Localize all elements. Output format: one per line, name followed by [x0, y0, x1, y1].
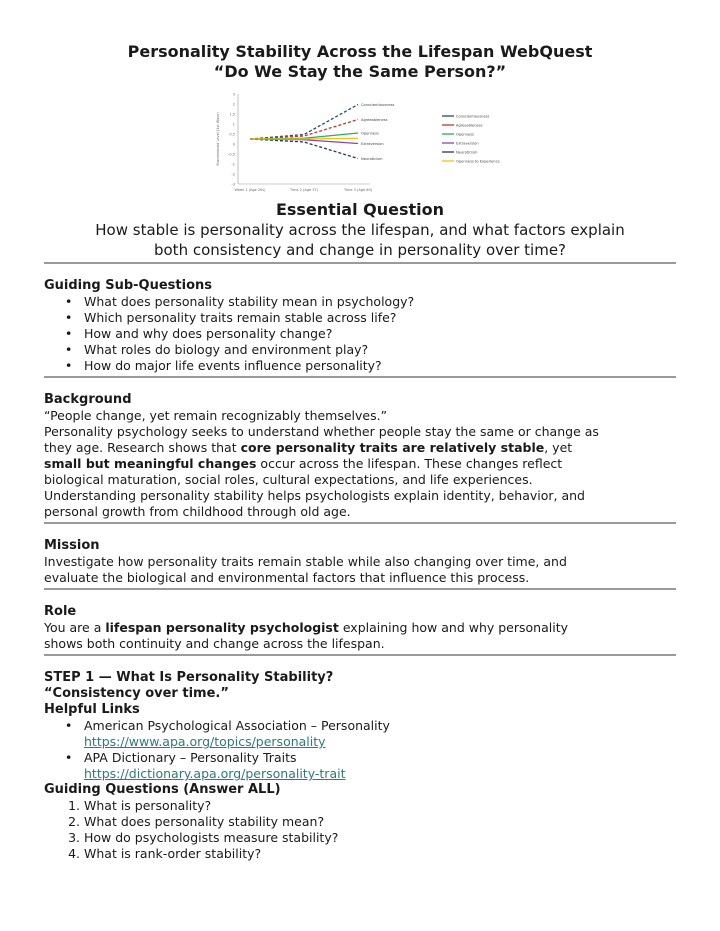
mission-line: evaluate the biological and environmental factors that influence this process. [44, 570, 530, 585]
list-item: • How do major life events influence personality? [84, 358, 676, 374]
mission-section [44, 538, 676, 586]
mission-line: Investigate how personality traits remain stable while also changing over time, and [44, 554, 567, 569]
essential-question-heading: Essential Question [275, 200, 445, 219]
series-end-label: Openness [361, 131, 379, 136]
y-axis-label: Standardized Level (1st Wave) [216, 112, 220, 166]
series-end-label: Neuroticism [361, 157, 383, 161]
role-section [44, 604, 676, 652]
series-end-label: Conscientiousness [361, 103, 395, 107]
y-tick-label: 0.5 [229, 132, 235, 137]
role-line [44, 620, 676, 636]
series-line [250, 138, 358, 139]
document-title [44, 0, 676, 82]
step-1-heading: STEP 1 — What Is Personality Stability? [44, 670, 334, 685]
y-tick-label: 1.5 [229, 112, 235, 117]
y-tick-label: -2 [231, 172, 235, 177]
series-end-label: Extraversion [361, 142, 384, 146]
y-tick-label: -0.5 [228, 152, 235, 157]
mission-heading: Mission [44, 538, 100, 553]
guiding-questions-list [44, 798, 676, 862]
series-line [250, 105, 358, 140]
section-divider [44, 262, 676, 264]
list-item: • What does personality stability mean in psychology? [84, 294, 676, 310]
y-tick-label: 3 [232, 92, 235, 97]
helpful-links-list [44, 718, 676, 782]
essential-question-line-1: How stable is personality across the lifespan, and what factors explain [95, 221, 625, 239]
background-line: Understanding personality stability helps psychologists explain identity, behavior, and [44, 488, 585, 503]
apa-personality-link[interactable]: https://www.apa.org/topics/personality [84, 734, 326, 749]
legend-label: Extraversion [456, 141, 479, 146]
y-tick-label: 2 [232, 102, 235, 107]
text-run: , yet [544, 440, 573, 455]
background-line: personal growth from childhood through old age. [44, 504, 351, 519]
bold-text: small but meaningful changes [44, 456, 257, 471]
section-divider [44, 654, 676, 656]
list-item: • Which personality traits remain stable across life? [84, 310, 676, 326]
background-line [44, 456, 676, 472]
list-item [84, 718, 676, 750]
list-item: 2. What does personality stability mean? [84, 814, 676, 830]
list-item [84, 750, 676, 782]
y-tick-label: -1 [231, 162, 235, 167]
y-tick-label: 1 [232, 122, 235, 127]
background-line: biological maturation, social roles, cultural expectations, and life experiences. [44, 472, 533, 487]
bold-text: lifespan personality psychologist [105, 620, 339, 635]
list-item: • How and why does personality change? [84, 326, 676, 342]
section-divider [44, 588, 676, 590]
background-heading: Background [44, 392, 132, 407]
list-item: 1. What is personality? [84, 798, 676, 814]
bold-text: core personality traits are relatively stable [240, 440, 545, 455]
list-item: • What roles do biology and environment play? [84, 342, 676, 358]
series-line [250, 120, 358, 140]
link-title: • American Psychological Association – Personality [84, 718, 390, 733]
section-divider [44, 522, 676, 524]
text-run: occur across the lifespan. These changes reflect [256, 456, 563, 471]
guiding-questions-heading: Guiding Questions (Answer ALL) [44, 782, 281, 797]
x-tick-label: Time 3 (Age 60) [343, 188, 373, 192]
list-item: 3. How do psychologists measure stability? [84, 830, 676, 846]
title-line-1: Personality Stability Across the Lifespan WebQuest [127, 42, 593, 61]
y-tick-label: 0 [232, 142, 235, 147]
essential-question-text [44, 220, 676, 260]
legend-label: Conscientiousness [456, 114, 490, 119]
text-run: they age. Research shows that [44, 440, 241, 455]
step-1-section [44, 670, 676, 862]
series-end-label: Agreeableness [361, 118, 388, 122]
legend-label: Agreeableness [456, 123, 483, 128]
background-line [44, 440, 676, 456]
helpful-links-heading: Helpful Links [44, 702, 140, 717]
background-line: Personality psychology seeks to understand whether people stay the same or change as [44, 424, 599, 439]
essential-question-line-2: both consistency and change in personality over time? [153, 241, 567, 259]
role-heading: Role [44, 604, 77, 619]
x-tick-label: Week 1 (Age 20s) [234, 188, 266, 192]
legend-label: Openness [456, 132, 474, 137]
y-tick-label: -3 [231, 182, 235, 187]
role-line: shows both continuity and change across the lifespan. [44, 636, 385, 651]
list-item: 4. What is rank-order stability? [84, 846, 676, 862]
apa-dictionary-link[interactable]: https://dictionary.apa.org/personality-trait [84, 766, 346, 781]
personality-trait-chart [210, 88, 510, 200]
sub-questions-list [44, 294, 676, 374]
text-run: explaining how and why personality [338, 620, 568, 635]
legend-label: Openness to Experience [456, 159, 500, 164]
link-title: • APA Dictionary – Personality Traits [84, 750, 297, 765]
title-line-2: “Do We Stay the Same Person?” [213, 62, 507, 81]
legend-label: Neuroticism [456, 150, 478, 155]
x-tick-label: Time 2 (Age 37) [289, 188, 319, 192]
text-run: You are a [44, 620, 106, 635]
background-quote: “People change, yet remain recognizably themselves.” [44, 408, 388, 423]
sub-questions-section [44, 278, 676, 374]
step-1-subtitle: “Consistency over time.” [44, 686, 229, 701]
sub-questions-heading: Guiding Sub-Questions [44, 278, 213, 293]
background-section [44, 392, 676, 520]
section-divider [44, 376, 676, 378]
